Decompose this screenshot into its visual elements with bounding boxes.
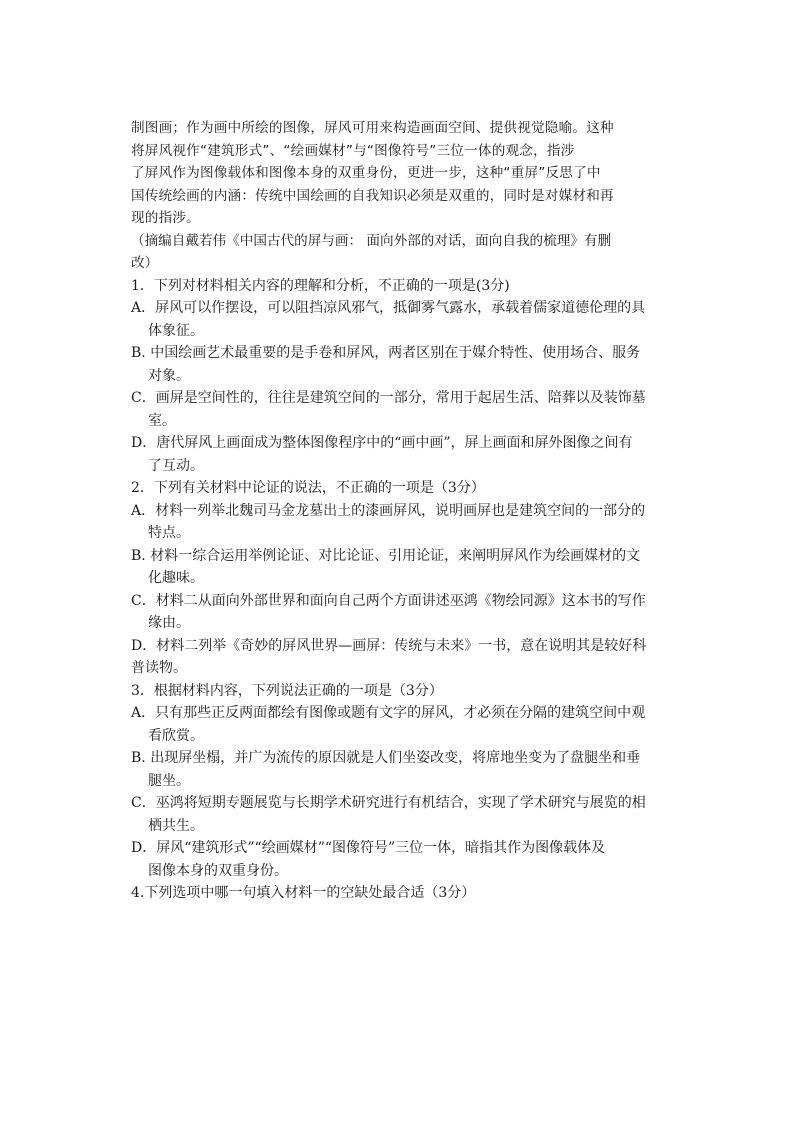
option-d[interactable] bbox=[131, 635, 667, 680]
option-line: A．材料一列举北魏司马金龙墓出土的漆画屏风，说明画屏也是建筑空间的一部分的 bbox=[131, 502, 646, 519]
source-citation bbox=[131, 230, 667, 275]
option-a[interactable] bbox=[131, 500, 667, 545]
question-1 bbox=[131, 275, 667, 478]
option-a[interactable] bbox=[131, 702, 667, 747]
exam-page bbox=[131, 117, 667, 905]
intro-line: 国传统绘画的内涵：传统中国绘画的自我知识必须是双重的，同时是对媒材和再 bbox=[131, 187, 614, 204]
option-line: 缘由。 bbox=[148, 615, 190, 631]
intro-line: 了屏风作为图像载体和图像本身的双重身份，更进一步，这种“重屏”反思了中 bbox=[131, 165, 601, 181]
option-line: A．屏风可以作摆设，可以阻挡凉风邪气，抵御雾气露水，承载着儒家道德伦理的具 bbox=[131, 300, 646, 316]
option-line: D．屏风“建筑形式”“绘画媒材”“图像符号”三位一体，暗指其作为图像载体及 bbox=[131, 840, 606, 856]
option-b[interactable] bbox=[131, 342, 667, 387]
question-4 bbox=[131, 882, 667, 905]
question-stem: 2．下列有关材料中论证的说法，不正确的一项是（3分） bbox=[131, 480, 485, 496]
option-b[interactable] bbox=[131, 747, 667, 792]
option-line: 特点。 bbox=[148, 525, 190, 541]
option-line: 腿坐。 bbox=[148, 772, 190, 789]
option-line: B. 材料一综合运用举例论证、对比论证、引用论证，来阐明屏风作为绘画媒材的文 bbox=[131, 547, 641, 564]
option-line: 室。 bbox=[148, 412, 176, 429]
option-line: B. 中国绘画艺术最重要的是手卷和屏风，两者区别在于媒介特性、使用场合、服务 bbox=[131, 345, 641, 361]
option-c[interactable] bbox=[131, 387, 667, 432]
question-3 bbox=[131, 680, 667, 883]
option-a[interactable] bbox=[131, 297, 667, 342]
option-line: C．材料二从面向外部世界和面向自己两个方面讲述巫鸿《物绘同源》这本书的写作 bbox=[131, 592, 646, 609]
option-d[interactable] bbox=[131, 432, 667, 477]
intro-line: 现的指涉。 bbox=[131, 210, 200, 226]
question-stem: 1．下列对材料相关内容的理解和分析，不正确的一项是(3分) bbox=[131, 277, 510, 294]
intro-line: 将屏风视作“建筑形式”、“绘画媒材”与“图像符号”三位一体的观念，指涉 bbox=[131, 142, 575, 159]
option-line: 栖共生。 bbox=[148, 817, 204, 834]
option-line: A．只有那些正反两面都绘有图像或题有文字的屏风，才必须在分隔的建筑空间中观 bbox=[131, 705, 646, 721]
option-line: 图像本身的双重身份。 bbox=[148, 862, 288, 879]
option-line: 化趣味。 bbox=[148, 570, 204, 586]
question-stem: 4.下列选项中哪一句填入材料一的空缺处最合适（3分） bbox=[131, 885, 476, 901]
option-line: D．唐代屏风上画面成为整体图像程序中的“画中画”，屏上画面和屏外图像之间有 bbox=[131, 435, 633, 451]
option-line: 对象。 bbox=[148, 367, 190, 384]
option-line: B. 出现屏坐榻，并广为流传的原因就是人们坐姿改变，将席地坐变为了盘腿坐和垂 bbox=[131, 750, 641, 766]
intro-line: 制图画；作为画中所绘的图像，屏风可用来构造画面空间、提供视觉隐喻。这种 bbox=[131, 120, 614, 136]
option-c[interactable] bbox=[131, 792, 667, 837]
question-2 bbox=[131, 477, 667, 680]
option-c[interactable] bbox=[131, 590, 667, 635]
question-stem: 3．根据材料内容，下列说法正确的一项是（3分） bbox=[131, 682, 443, 699]
intro-paragraph bbox=[131, 117, 667, 230]
source-line: 改） bbox=[131, 255, 159, 271]
option-line: D．材料二列举《奇妙的屏风世界—画屏：传统与未来》一书，意在说明其是较好科 bbox=[131, 637, 647, 654]
option-b[interactable] bbox=[131, 545, 667, 590]
option-d[interactable] bbox=[131, 837, 667, 882]
source-line: （摘编自戴若伟《中国古代的屏与画： 面向外部的对话，面向自我的梳理》有删 bbox=[131, 232, 612, 249]
option-line: C．画屏是空间性的，往往是建筑空间的一部分，常用于起居生活、陪葬以及装饰墓 bbox=[131, 390, 646, 406]
option-line: C．巫鸿将短期专题展览与长期学术研究进行有机结合，实现了学术研究与展览的相 bbox=[131, 795, 646, 811]
option-line: 看欣赏。 bbox=[148, 727, 204, 744]
option-line: 体象征。 bbox=[148, 322, 204, 339]
option-line: 普读物。 bbox=[131, 660, 187, 676]
option-line: 了互动。 bbox=[148, 457, 204, 474]
